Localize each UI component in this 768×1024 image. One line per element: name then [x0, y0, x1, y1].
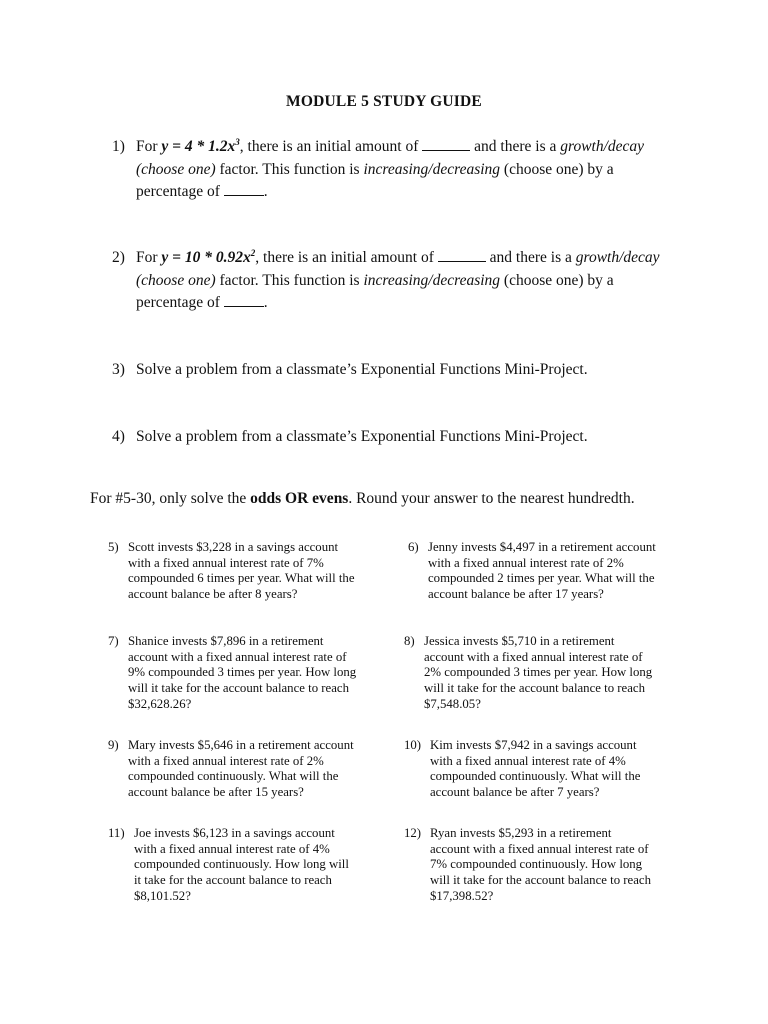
question-text: For $y = 10 * 0.92x^2$, there is an initial amount of and there is a growth/decay (choose one) factor. This function is increasing/decreasing (choose one) by a percentage of .	[136, 248, 660, 311]
problem-12	[404, 826, 654, 905]
question-number: 4)	[112, 428, 125, 445]
question-2	[112, 247, 682, 315]
problem-number: 5)	[108, 540, 119, 554]
answer-blank[interactable]	[224, 293, 264, 307]
question-1	[112, 136, 682, 204]
question-text: Solve a problem from a classmate’s Exponential Functions Mini-Project.	[136, 361, 588, 378]
problem-text: Kim invests $7,942 in a savings account with a fixed annual interest rate of 4% compounded continuously. What will the account balance be after 7 years?	[430, 738, 641, 800]
question-number: 1)	[112, 138, 125, 155]
problem-text: Jenny invests $4,497 in a retirement account with a fixed annual interest rate of 2% compounded 2 times per year. What will the account balance be after 17 years?	[428, 540, 656, 602]
question-number: 3)	[112, 361, 125, 378]
question-4	[112, 426, 682, 449]
question-text: Solve a problem from a classmate’s Exponential Functions Mini-Project.	[136, 428, 588, 445]
problem-text: Joe invests $6,123 in a savings account with a fixed annual interest rate of 4% compounded continuously. How long will it take for the account balance to reach $8,101.52?	[134, 826, 349, 903]
problem-number: 7)	[108, 634, 119, 648]
problem-5	[108, 540, 358, 603]
problem-7	[108, 634, 358, 713]
problem-text: Jessica invests $5,710 in a retirement account with a fixed annual interest rate of 2% compounded 3 times per year. How long will it take for the account balance to reach $7,548.05?	[424, 634, 653, 711]
page-title: MODULE 5 STUDY GUIDE	[286, 93, 482, 110]
equation: $y = 4 * 1.2x^3$	[161, 137, 240, 155]
problem-text: Ryan invests $5,293 in a retirement account with a fixed annual interest rate of 7% compounded continuously. How long will it take for the account balance to reach $17,398.52?	[430, 826, 651, 903]
answer-blank[interactable]	[224, 182, 264, 196]
problem-number: 8)	[404, 634, 415, 648]
problem-text: Shanice invests $7,896 in a retirement account with a fixed annual interest rate of 9% compounded 3 times per year. How long will it take for the account balance to reach $32,628.26?	[128, 634, 357, 711]
problem-number: 12)	[404, 826, 422, 840]
instructions-emphasis: odds OR evens	[250, 490, 349, 507]
instructions: For #5-30, only solve the odds OR evens. Round your answer to the nearest hundredth.	[90, 490, 635, 507]
answer-blank[interactable]	[422, 137, 470, 151]
problem-number: 10)	[404, 738, 422, 752]
problem-10	[404, 738, 654, 801]
equation: $y = 10 * 0.92x^2$	[161, 248, 256, 266]
problem-8	[404, 634, 654, 713]
problem-number: 6)	[408, 540, 419, 554]
question-number: 2)	[112, 249, 125, 266]
problem-6	[408, 540, 658, 603]
problem-text: Mary invests $5,646 in a retirement account with a fixed annual interest rate of 2% compounded continuously. What will the account balance be after 15 years?	[128, 738, 354, 800]
answer-blank[interactable]	[438, 248, 486, 262]
question-3	[112, 359, 682, 382]
problem-number: 9)	[108, 738, 119, 752]
question-text: For $y = 4 * 1.2x^3$, there is an initial amount of and there is a growth/decay (choose one) factor. This function is increasing/decreasing (choose one) by a percentage of .	[136, 137, 645, 200]
problem-number: 11)	[108, 826, 125, 840]
problem-9	[108, 738, 358, 801]
problem-11	[108, 826, 358, 905]
problem-text: Scott invests $3,228 in a savings account with a fixed annual interest rate of 7% compounded 6 times per year. What will the account balance be after 8 years?	[128, 540, 355, 602]
